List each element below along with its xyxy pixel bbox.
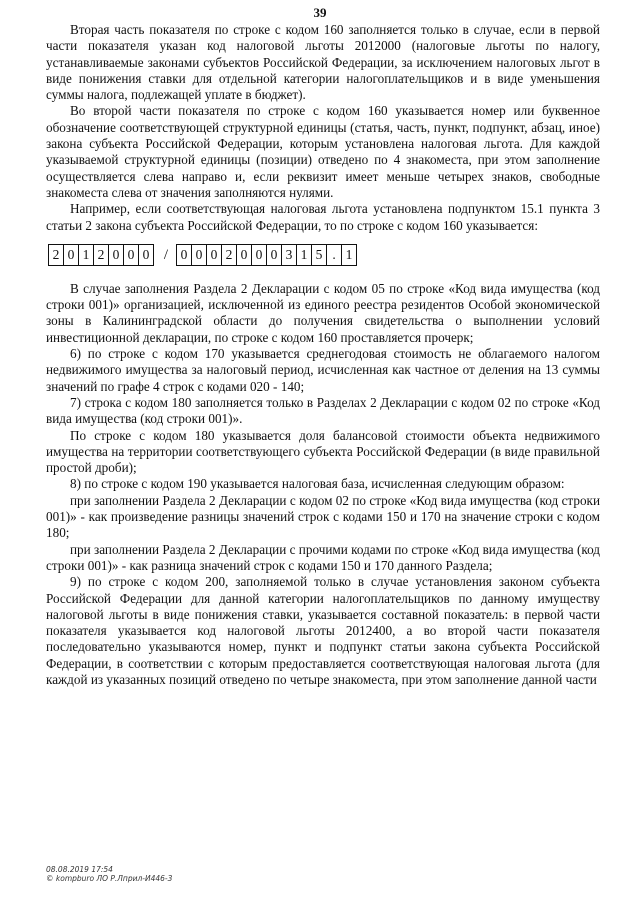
- code-cell: 0: [191, 244, 207, 266]
- code-example-boxes: [48, 243, 600, 267]
- paragraph: Например, если соответствующая налоговая льгота установлена подпунктом 15.1 пункта 3 статьи 2 закона субъекта Российской Федерации, то по строке с кодом 160 указывается:: [46, 201, 600, 233]
- document-body: [46, 22, 600, 688]
- code-cell: 1: [341, 244, 357, 266]
- code-cell: 3: [281, 244, 297, 266]
- code-separator: /: [163, 246, 169, 263]
- code-cell: 1: [296, 244, 312, 266]
- code-cell: 0: [138, 244, 154, 266]
- code-cell: 0: [266, 244, 282, 266]
- code-cell: 1: [78, 244, 94, 266]
- document-footer: [46, 865, 172, 883]
- paragraph: 7) строка с кодом 180 заполняется только в Разделах 2 Декларации с кодом 02 по строке «Код вида имущества (код строки 001)».: [46, 394, 600, 427]
- paragraph: В случае заполнения Раздела 2 Декларации с кодом 05 по строке «Код вида имущества (код строки 001)» организацией, исключенной из единого реестра резидентов Особой экономической зоны в Калининградской области до получения свидетельства о выполнении условий инвестиционной декларации, по строке с кодом 160 проставляется прочерк;: [46, 280, 600, 345]
- code-cell: .: [326, 244, 342, 266]
- paragraph: 8) по строке с кодом 190 указывается налоговая база, исчисленная следующим образом:: [70, 476, 565, 492]
- paragraph: Вторая часть показателя по строке с кодом 160 заполняется только в случае, если в первой части показателя указан код налоговой льготы 2012000 (налоговые льготы по налогу, устанавливаемые законами субъектов Российской Федерации, за исключением налоговых льгот в виде понижения ставки для отдельной категории налогоплательщиков и в виде уменьшения суммы налога, подлежащей уплате в бюджет).: [46, 22, 600, 103]
- paragraph: при заполнении Раздела 2 Декларации с кодом 02 по строке «Код вида имущества (код строки 001)» - как произведение разницы значений строк с кодами 150 и 170 на значение строки с кодом 180;: [46, 492, 600, 541]
- paragraph: По строке с кодом 180 указывается доля балансовой стоимости объекта недвижимого имущества на территории соответствующего субъекта Российской Федерации (в виде правильной простой дроби);: [46, 427, 600, 476]
- code-cell: 2: [93, 244, 109, 266]
- code-cell: 2: [48, 244, 64, 266]
- footer-date: 08.08.2019 17:54: [46, 865, 113, 874]
- code-cell: 0: [206, 244, 222, 266]
- paragraph: при заполнении Раздела 2 Декларации с прочими кодами по строке «Код вида имущества (код строки 001)» - как разница значений строк с кодами 150 и 170 данного Раздела;: [46, 541, 600, 573]
- code-cell: 0: [176, 244, 192, 266]
- code-cell: 0: [236, 244, 252, 266]
- paragraph: 9) по строке с кодом 200, заполняемой только в случае установления законом субъекта Российской Федерации для данной категории налогоплательщиков по данному имуществу налоговой льготы в виде понижения ставки, указывается составной показатель: в первой части показателя указывается код налоговой льготы 2012400, а во второй части показателя последовательно указываются номер, пункт и подпункт статьи закона субъекта Российской Федерации, в соответствии с которым предоставляется соответствующая налоговая льгота (для каждой из указанных позиций отведено по четыре знакоместа, при этом заполнение данной части: [46, 574, 600, 687]
- footer-source: © kompburo ЛО Р.Лприл-И446-3: [46, 874, 173, 883]
- code-cell: 0: [108, 244, 124, 266]
- code-cell: 0: [123, 244, 139, 266]
- code-cell: 5: [311, 244, 327, 266]
- code-cell: 0: [251, 244, 267, 266]
- code-cell: 0: [63, 244, 79, 266]
- paragraph: Во второй части показателя по строке с кодом 160 указывается номер или буквенное обозначение соответствующей структурной единицы (статья, часть, пункт, подпункт, абзац, иное) закона субъекта Российской Федерации, которым установлена налоговая льгота. Для каждой указываемой структурной единицы (позиции) отведено по 4 знакоместа, при этом заполнение осуществляется слева направо и, если реквизит имеет меньше четырех знаков, свободные знакоместа слева от значения заполняются нулями.: [46, 103, 600, 200]
- page-number: 39: [313, 5, 327, 20]
- paragraph: 6) по строке с кодом 170 указывается среднегодовая стоимость не облагаемого налогом недвижимого имущества за налоговый период, исчисленная как частное от деления на 13 суммы значений по графе 4 строк с кодами 020 - 140;: [46, 346, 600, 394]
- code-cell: 2: [221, 244, 237, 266]
